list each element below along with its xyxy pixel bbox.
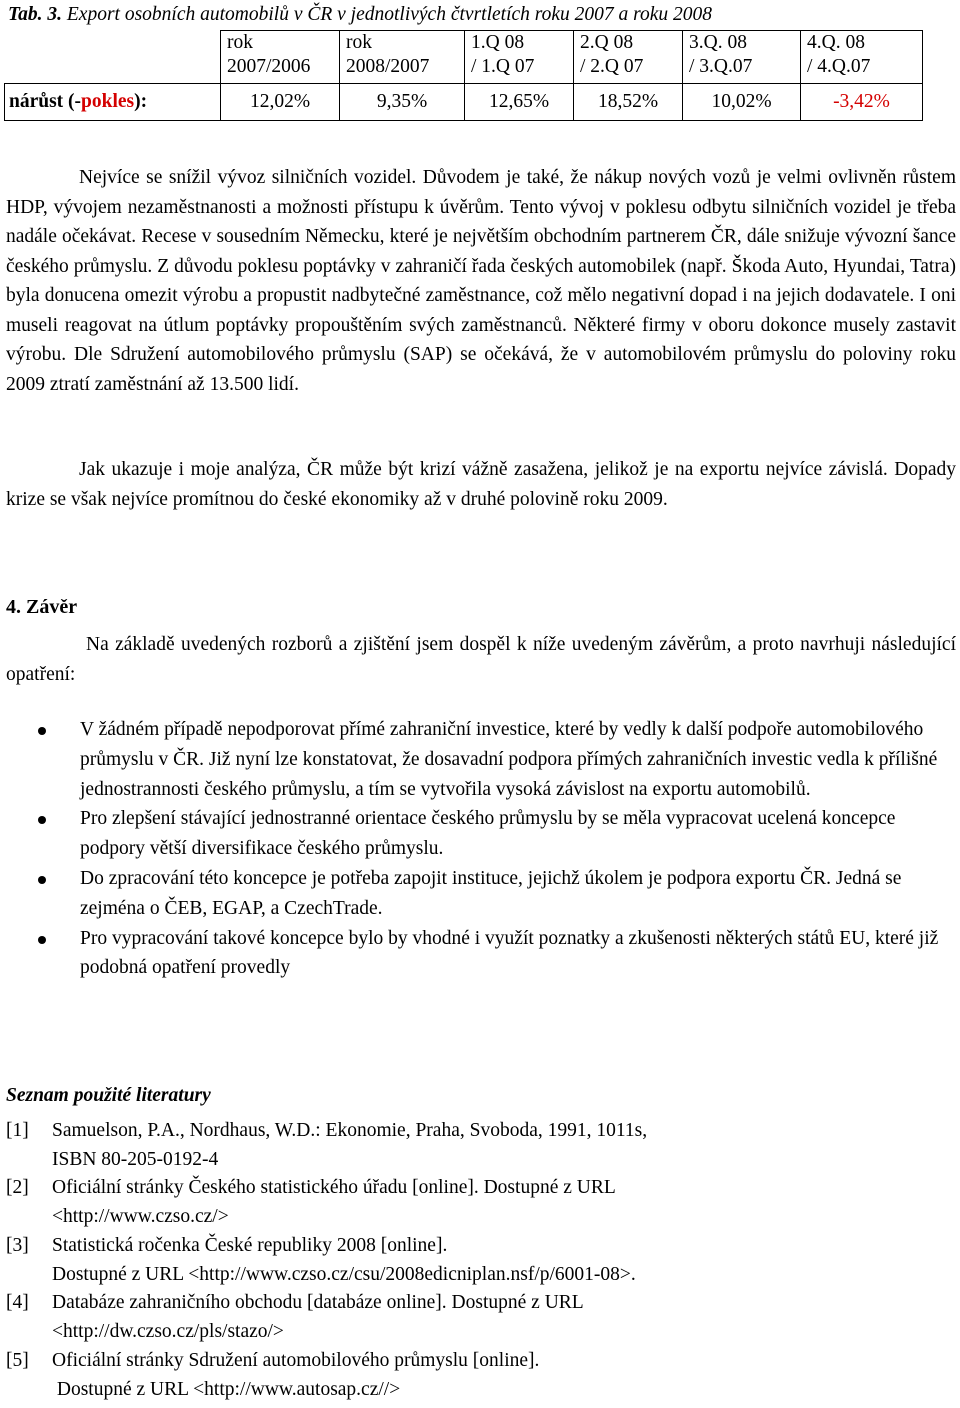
table-caption-title: Export osobních automobilů v ČR v jednotlivých čtvrtletích roku 2007 a roku 2008 (66, 4, 713, 25)
paragraph-export-analysis: Nejvíce se snížil vývoz silničních vozidel. Důvodem je také, že nákup nových vozů je velmi ovlivněn růstem HDP, vývojem nezaměstnanosti a možnosti přístupu k úvěrům. Tento vývoj v poklesu odbytu silničních vozidel je třeba nadále očekávat. Recese v sousedním Německu, které je největším obchodním partnerem ČR, dále snižuje vývozní šance českého průmyslu. Z důvodu poklesu poptávky v zahraničí řada českých automobilek (např. Škoda Auto, Hyundai, Tatra) byla donucena omezit výrobu a propustit nadbytečné zaměstnance, což mělo negativní dopad i na jejich dodavatele. I oni museli reagovat na útlum poptávky propouštěním svých zaměstnanců. Některé firmy v oboru dokonce musely zastavit výrobu. Dle Sdružení automobilového průmyslu (SAP) se očekává, že v automobilovém průmyslu do poloviny roku 2009 ztratí zaměstnání až 13.500 lidí. (6, 167, 956, 395)
table-cell: 12,65% (465, 84, 574, 121)
bullet-icon (38, 727, 46, 735)
table-cell-negative: -3,42% (801, 84, 923, 121)
table-corner-cell (5, 31, 221, 84)
list-item: V žádném případě nepodporovat přímé zahraniční investice, které by vedly k další podpoře automobilového průmyslu v ČR. Již nyní lze konstatovat, že dosavadní podpora přímých zahraničních investic vedla k přílišné jednostrannosti českého průmyslu, a tím se vytvořila vysoká závislost na exportu automobilů. (0, 715, 950, 804)
list-item: Do zpracování této koncepce je potřeba zapojit instituce, jejichž úkolem je podpora exportu ČR. Jedná se zejména o ČEB, EGAP, a CzechTrade. (0, 864, 950, 924)
table-header-cell: 2.Q 08 / 2.Q 07 (574, 31, 683, 84)
row-label: nárůst (-pokles): (5, 84, 221, 121)
bibliography-title: Seznam použité literatury (6, 1085, 211, 1106)
export-table (4, 30, 923, 121)
reference-item: [3] Statistická ročenka České republiky 2008 [online]. Dostupné z URL <http://www.czso.cz/csu/2008edicniplan.nsf/p/6001-08>. (6, 1234, 636, 1285)
paragraph-crisis-impact: Jak ukazuje i moje analýza, ČR může být krizí vážně zasažena, jelikož je na exportu nejvíce závislá. Dopady krize se však nejvíce promítnou do české ekonomiky až v druhé polovině roku 2009. (6, 459, 956, 510)
table-header-cell: rok 2008/2007 (340, 31, 465, 84)
table-cell: 12,02% (221, 84, 340, 121)
table-header-cell: 1.Q 08 / 1.Q 07 (465, 31, 574, 84)
table-caption-label: Tab. 3. (8, 4, 62, 25)
references-list (6, 1117, 956, 1404)
bullet-icon (38, 936, 46, 944)
bullet-icon (38, 876, 46, 884)
recommendations-list (0, 715, 950, 983)
section-title-conclusion: 4. Závěr (6, 596, 78, 618)
list-item: Pro vypracování takové koncepce bylo by vhodné i využít poznatky a zkušenosti některých států EU, které již podobná opatření provedly (0, 924, 950, 984)
bullet-icon (38, 816, 46, 824)
table-header-cell: 3.Q. 08 / 3.Q.07 (683, 31, 801, 84)
paragraph-conclusion-intro: Na základě uvedených rozborů a zjištění jsem dospěl k níže uvedeným závěrům, a proto navrhuji následující opatření: (6, 634, 956, 685)
table-header-cell: 4.Q. 08 / 4.Q.07 (801, 31, 923, 84)
table-cell: 10,02% (683, 84, 801, 121)
table-header-row (5, 31, 923, 84)
reference-item: [1] Samuelson, P.A., Nordhaus, W.D.: Ekonomie, Praha, Svoboda, 1991, 1011s, ISBN 80-205-0192-4 (6, 1120, 648, 1170)
table-caption (8, 3, 953, 27)
table-header-cell: rok 2007/2006 (221, 31, 340, 84)
reference-item: [4] Databáze zahraničního obchodu [databáze online]. Dostupné z URL <http://dw.czso.cz/pls/stazo/> (6, 1292, 584, 1343)
table-cell: 18,52% (574, 84, 683, 121)
reference-item: [2] Oficiální stránky Českého statistického úřadu [online]. Dostupné z URL <http://www.czso.cz/> (6, 1177, 616, 1228)
table-cell: 9,35% (340, 84, 465, 121)
list-item: Pro zlepšení stávající jednostranné orientace českého průmyslu by se měla vypracovat ucelená koncepce podpory větší diversifikace českého průmyslu. (0, 804, 950, 864)
table-row (5, 84, 923, 121)
reference-item: [5] Oficiální stránky Sdružení automobilového průmyslu [online]. Dostupné z URL <http://www.autosap.cz//> (6, 1349, 540, 1400)
